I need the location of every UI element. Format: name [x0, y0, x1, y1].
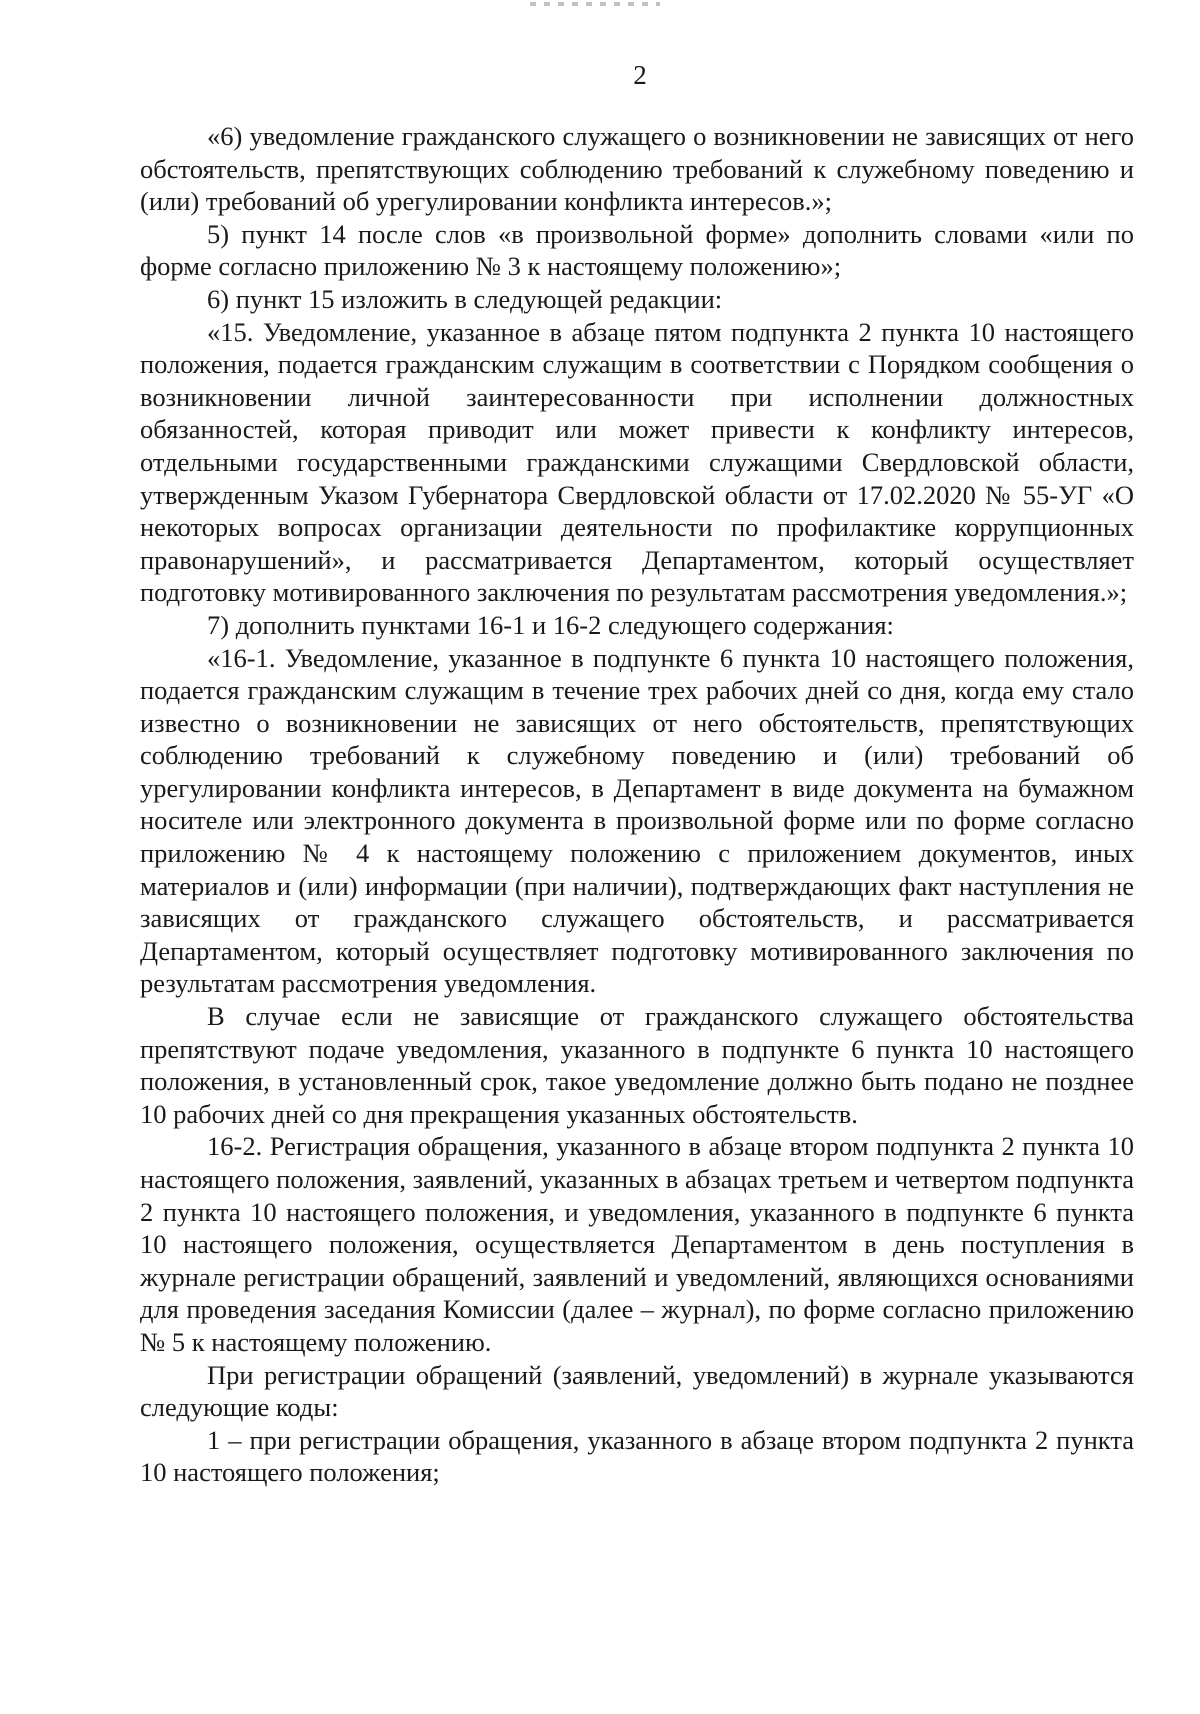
paragraph-clause-15: «15. Уведомление, указанное в абзаце пятом подпункта 2 пункта 10 настоящего положения, подается гражданским служащим в соответствии с Порядком сообщения о возникновении личной заинтересованности при исполнении должностных обязанностей, которая приводит или может привести к конфликту интересов, отдельными государственными гражданскими служащими Свердловской области, утвержденным Указом Губернатора Свердловской области от 17.02.2020 № 55-УГ «О некоторых вопросах организации деятельности по профилактике коррупционных правонарушений», и рассматривается Департаментом, который осуществляет подготовку мотивированного заключения по результатам рассмотрения уведомления.»; — [140, 316, 1134, 608]
paragraph-code-1: 1 – при регистрации обращения, указанного в абзаце втором подпункта 2 пункта 10 настоящего положения; — [140, 1424, 1134, 1488]
paragraph-clause-16-1-deadline: В случае если не зависящие от гражданского служащего обстоятельства препятствуют подаче уведомления, указанного в подпункте 6 пункта 10 настоящего положения, в установленный срок, такое уведомление должно быть подано не позднее 10 рабочих дней со дня прекращения указанных обстоятельств. — [140, 1001, 1134, 1129]
paragraph-point-7-intro: 7) дополнить пунктами 16-1 и 16-2 следующего содержания: — [207, 609, 894, 640]
paragraph-point-6-intro: 6) пункт 15 изложить в следующей редакции: — [207, 283, 723, 314]
document-body — [140, 120, 1134, 1489]
paragraph-point-5-amendment: 5) пункт 14 после слов «в произвольной форме» дополнить словами «или по форме согласно приложению № 3 к настоящему положению»; — [140, 218, 1134, 282]
paragraph-registration-codes: При регистрации обращений (заявлений, уведомлений) в журнале указываются следующие коды: — [140, 1359, 1134, 1423]
paragraph-item-6-notification: «6) уведомление гражданского служащего о возникновении не зависящих от него обстоятельств, препятствующих соблюдению требований к служебному поведению и (или) требований об урегулировании конфликта интересов.»; — [140, 121, 1134, 217]
scan-artifact — [530, 2, 660, 6]
page-number: 2 — [633, 60, 647, 90]
paragraph-clause-16-1: «16-1. Уведомление, указанное в подпункте 6 пункта 10 настоящего положения, подается гражданским служащим в течение трех рабочих дней со дня, когда ему стало известно о возникновении не зависящих от него обстоятельств, препятствующих соблюдению требований к служебному поведению и (или) требований об урегулировании конфликта интересов, в Департамент в виде документа на бумажном носителе или электронного документа в произвольной форме или по форме согласно приложению № 4 к настоящему положению с приложением документов, иных материалов и (или) информации (при наличии), подтверждающих факт наступления не зависящих от гражданского служащего обстоятельств, и рассматривается Департаментом, который осуществляет подготовку мотивированного заключения по результатам рассмотрения уведомления. — [140, 642, 1134, 999]
paragraph-clause-16-2: 16-2. Регистрация обращения, указанного в абзаце втором подпункта 2 пункта 10 настоящего положения, заявлений, указанных в абзацах третьем и четвертом подпункта 2 пункта 10 настоящего положения, и уведомления, указанного в подпункте 6 пункта 10 настоящего положения, осуществляется Департаментом в день поступления в журнале регистрации обращений, заявлений и уведомлений, являющихся основаниями для проведения заседания Комиссии (далее – журнал), по форме согласно приложению № 5 к настоящему положению. — [140, 1131, 1134, 1357]
